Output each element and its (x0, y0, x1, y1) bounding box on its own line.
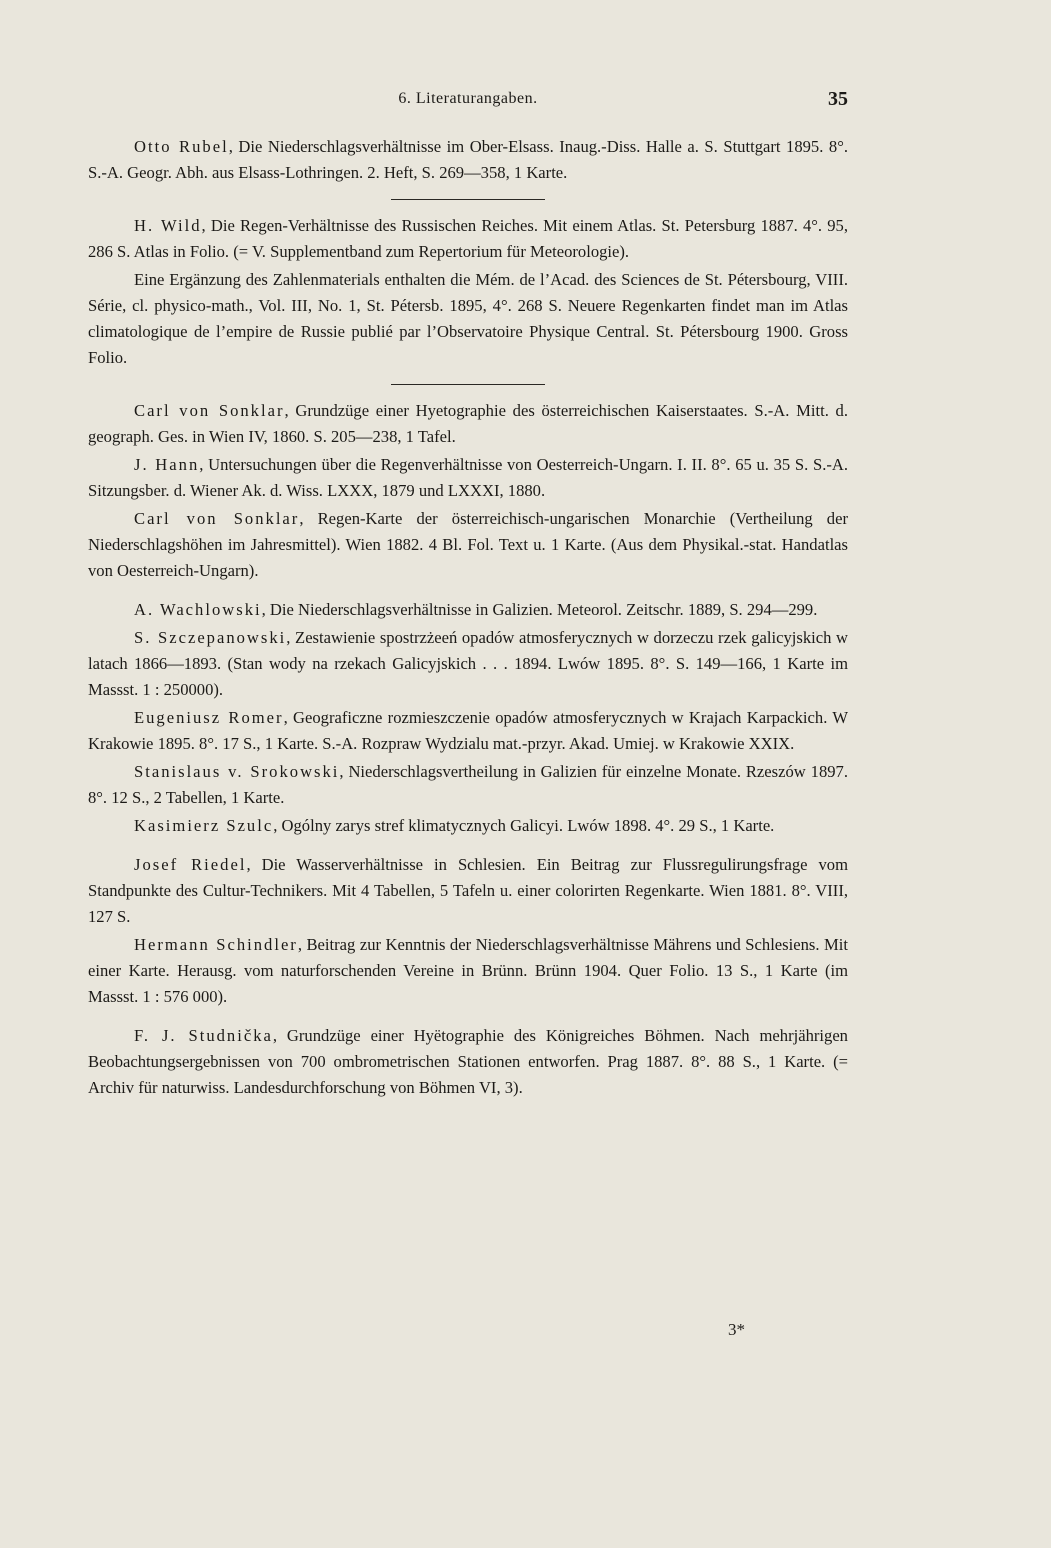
group-separator (391, 199, 545, 200)
entry-author: F. J. Studnička (134, 1026, 273, 1045)
entry-text: , Geograficzne rozmieszczenie opadów atmosferycznych w Krajach Karpackich. W Krakowie 1895. 8°. 17 S., 1 Karte. S.-A. Rozpraw Wydzialu mat.-przyr. Akad. Umiej. w Krakowie XXIX. (88, 708, 848, 753)
bibliography-entry (88, 267, 848, 371)
bibliography-entry (88, 759, 848, 811)
bibliography-entry (88, 625, 848, 703)
entry-author: Josef Riedel (134, 855, 247, 874)
entry-text: Eine Ergänzung des Zahlenmaterials enthalten die Mém. de l’Acad. des Sciences de St. Pétersbourg, VIII. Série, cl. physico-math., Vol. III, No. 1, St. Pétersb. 1895, 4°. 268 S. Neuere Regenkarten findet man im Atlas climatologique de l’empire de Russie publié par l’Observatoire Physique Central. St. Pétersbourg 1900. Gross Folio. (88, 270, 848, 367)
entry-text: , Niederschlagsvertheilung in Galizien für einzelne Monate. Rzeszów 1897. 8°. 12 S., 2 Tabellen, 1 Karte. (88, 762, 848, 807)
entry-author: Eugeniusz Romer (134, 708, 284, 727)
entry-author: Stanislaus v. Srokowski (134, 762, 340, 781)
bibliography-entry (88, 506, 848, 584)
entry-text: , Die Niederschlagsverhältnisse im Ober-Elsass. Inaug.-Diss. Halle a. S. Stuttgart 1895. 8°. S.-A. Geogr. Abh. aus Elsass-Lothringen. 2. Heft, S. 269—358, 1 Karte. (88, 137, 848, 182)
entry-author: Carl von Sonklar (134, 509, 300, 528)
bibliography-entry (88, 813, 848, 839)
entry-text: , Grundzüge einer Hyetographie des österreichischen Kaiserstaates. S.-A. Mitt. d. geograph. Ges. in Wien IV, 1860. S. 205—238, 1 Tafel. (88, 401, 848, 446)
page-number: 35 (828, 88, 848, 110)
entry-author: A. Wachlowski (134, 600, 262, 619)
bibliography-entry (88, 213, 848, 265)
bibliography-entry (88, 134, 848, 186)
entry-author: H. Wild (134, 216, 202, 235)
entry-text: , Untersuchungen über die Regenverhältnisse von Oesterreich-Ungarn. I. II. 8°. 65 u. 35 S. S.-A. Sitzungsber. d. Wiener Ak. d. Wiss. LXXX, 1879 und LXXXI, 1880. (88, 455, 849, 500)
entry-text: , Grundzüge einer Hyëtographie des Königreiches Böhmen. Nach mehrjährigen Beobachtungsergebnissen von 700 ombrometrischen Stationen entworfen. Prag 1887. 8°. 88 S., 1 Karte. (= Archiv für naturwiss. Landesdurchforschung von Böhmen VI, 3). (88, 1026, 848, 1097)
entry-text: , Die Regen-Verhältnisse des Russischen Reiches. Mit einem Atlas. St. Petersburg 1887. 4°. 95, 286 S. Atlas in Folio. (= V. Supplementband zum Repertorium für Meteorologie). (88, 216, 849, 261)
entry-text: , Die Niederschlagsverhältnisse in Galizien. Meteorol. Zeitschr. 1889, S. 294—299. (261, 600, 818, 619)
entry-author: J. Hann (134, 455, 200, 474)
entry-author: Kasimierz Szulc (134, 816, 274, 835)
entry-author: S. Szczepanowski (134, 628, 287, 647)
entry-author: Otto Rubel (134, 137, 229, 156)
entry-text: , Regen-Karte der österreichisch-ungarischen Monarchie (Vertheilung der Niederschlagshöhen im Jahresmittel). Wien 1882. 4 Bl. Fol. Text u. 1 Karte. (Aus dem Physikal.-stat. Handatlas von Oesterreich-Ungarn). (88, 509, 848, 580)
running-title: 6. Literaturangaben. (398, 90, 538, 107)
bibliography-entry (88, 398, 848, 450)
bibliography-entry (88, 1023, 848, 1101)
entry-author: Carl von Sonklar (134, 401, 285, 420)
entry-author: Hermann Schindler (134, 935, 298, 954)
bibliography-entry (88, 932, 848, 1010)
bibliography-entry (88, 452, 848, 504)
bibliography-entry (88, 705, 848, 757)
group-separator (391, 384, 545, 385)
page-header (88, 88, 848, 118)
signature-mark: 3* (728, 1320, 745, 1339)
entry-text: , Die Wasserverhältnisse in Schlesien. Ein Beitrag zur Flussregulirungsfrage vom Standpunkte des Cultur-Technikers. Mit 4 Tabellen, 5 Tafeln u. einer colorirten Regenkarte. Wien 1881. 8°. VIII, 127 S. (88, 855, 848, 926)
entry-text: , Ogólny zarys stref klimatycznych Galicyi. Lwów 1898. 4°. 29 S., 1 Karte. (273, 816, 775, 835)
bibliography-entry (88, 852, 848, 930)
bibliography-entry (88, 597, 848, 623)
entry-text: , Beitrag zur Kenntnis der Niederschlagsverhältnisse Mährens und Schlesiens. Mit einer Karte. Herausg. vom naturforschenden Vereine in Brünn. Brünn 1904. Quer Folio. 13 S., 1 Karte (im Massst. 1 : 576 000). (88, 935, 848, 1006)
entry-text: , Zestawienie spostrzżeeń opadów atmosferycznych w dorzeczu rzek galicyjskich w latach 1866—1893. (Stan wody na rzekach Galicyjskich . . . 1894. Lwów 1895. 8°. S. 149—166, 1 Karte im Massst. 1 : 250000). (88, 628, 848, 699)
bibliography (88, 134, 848, 1101)
